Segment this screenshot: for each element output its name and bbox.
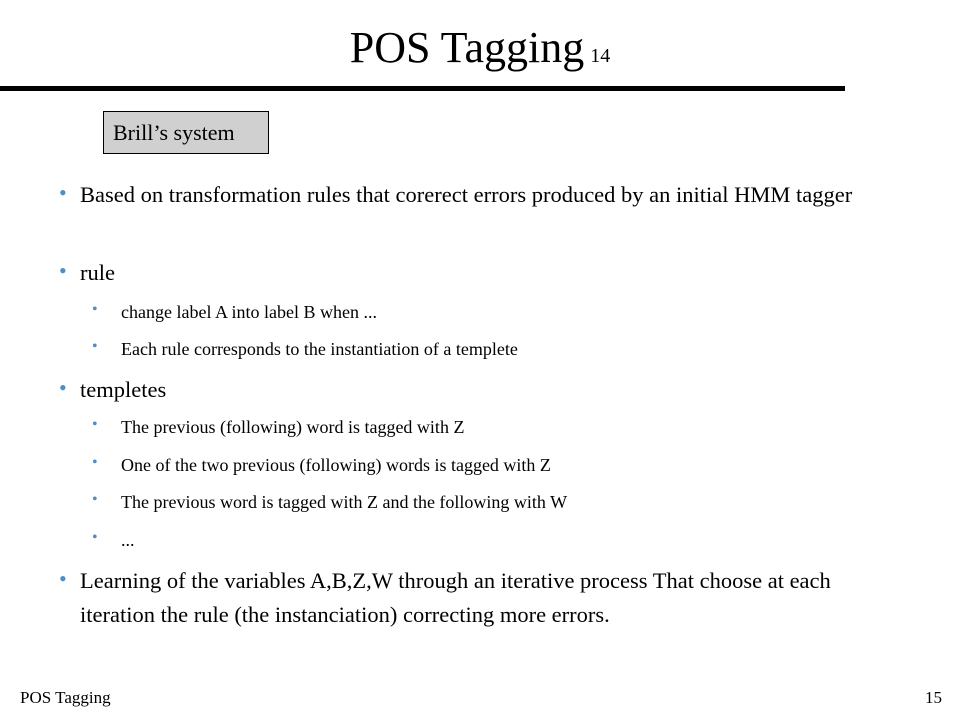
bullet-text: templetes — [80, 377, 167, 402]
bullet-text: One of the two previous (following) words is tagged with Z — [121, 455, 551, 475]
bullet-text: Based on transformation rules that corerect errors produced by an initial HMM tagger — [80, 182, 853, 207]
section-label-box: Brill’s system — [103, 111, 269, 154]
bullet-icon: • — [59, 566, 67, 591]
bullet-icon: • — [92, 454, 98, 471]
bullet-text: rule — [80, 260, 115, 285]
page-number: 15 — [925, 688, 942, 707]
bullet-icon: • — [92, 301, 98, 318]
bullet-text: Learning of the variables A,B,Z,W through an iterative process That choose at each iteration the rule (the instanciation) correcting more errors. — [80, 568, 831, 627]
title-underline — [0, 86, 845, 91]
bullet-text: Each rule corresponds to the instantiation of a templete — [121, 339, 518, 359]
bullet-text: The previous (following) word is tagged with Z — [121, 417, 465, 437]
bullet-text: The previous word is tagged with Z and the following with W — [121, 492, 568, 512]
bullet-icon: • — [59, 258, 67, 283]
bullet-icon: • — [92, 491, 98, 508]
bullet-icon: • — [92, 338, 98, 355]
bullet-icon: • — [92, 416, 98, 433]
bullet-text: ... — [121, 530, 135, 550]
bullet-icon: • — [59, 180, 67, 205]
slide-title-number: 14 — [590, 45, 611, 67]
bullet-icon: • — [59, 375, 67, 400]
slide-title — [0, 22, 960, 82]
bullet-text: change label A into label B when ... — [121, 302, 377, 322]
bullet-icon: • — [92, 529, 98, 546]
footer-title: POS Tagging — [20, 688, 111, 707]
slide-title-text: POS Tagging — [349, 23, 585, 72]
